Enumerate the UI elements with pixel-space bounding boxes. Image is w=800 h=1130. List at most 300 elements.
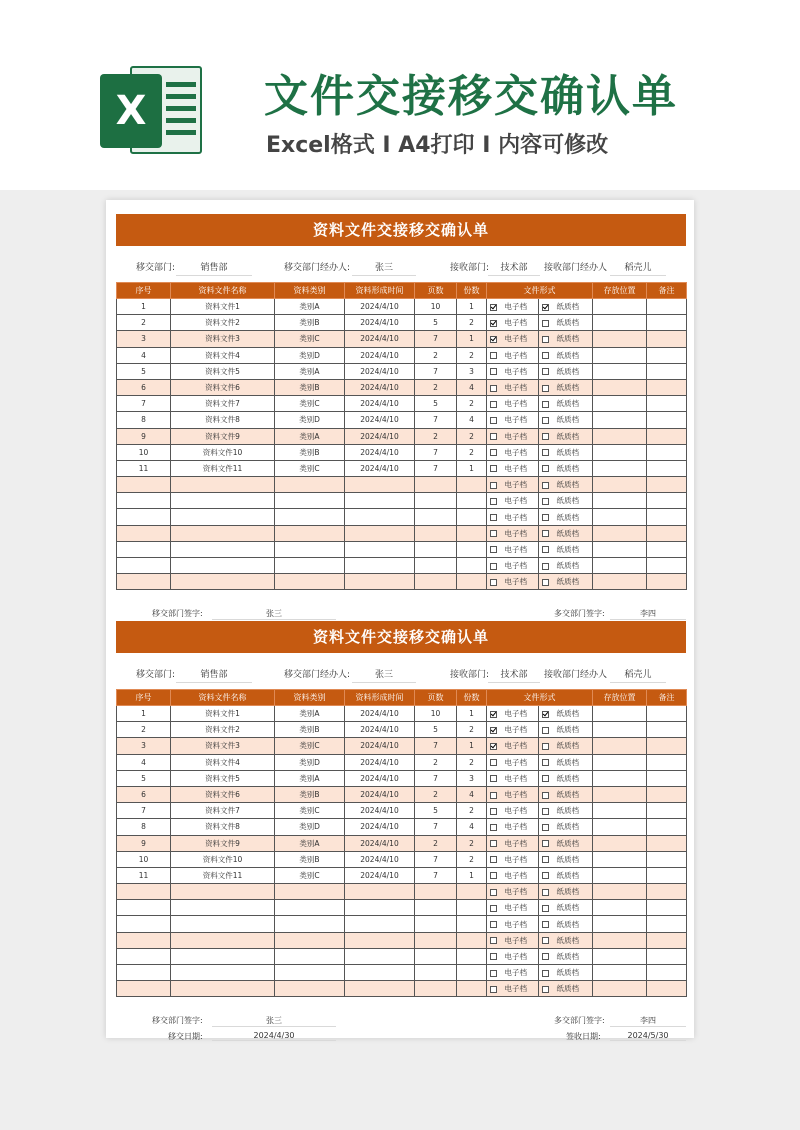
copies-cell[interactable]	[457, 509, 487, 525]
row-no[interactable]: 4	[117, 347, 171, 363]
paper-checkbox[interactable]	[542, 563, 549, 570]
remark-cell[interactable]	[647, 379, 687, 395]
storage-cell[interactable]	[593, 396, 647, 412]
paper-checkbox[interactable]	[542, 970, 549, 977]
file-name-cell[interactable]	[171, 541, 275, 557]
storage-cell[interactable]	[593, 770, 647, 786]
file-name-cell[interactable]	[171, 509, 275, 525]
electronic-checkbox[interactable]	[490, 775, 497, 782]
electronic-checkbox[interactable]	[490, 889, 497, 896]
copies-cell[interactable]	[457, 932, 487, 948]
row-no[interactable]	[117, 574, 171, 590]
electronic-checkbox[interactable]	[490, 417, 497, 424]
electronic-checkbox[interactable]	[490, 304, 497, 311]
file-name-cell[interactable]: 资料文件3	[171, 331, 275, 347]
category-cell[interactable]	[275, 932, 345, 948]
electronic-checkbox[interactable]	[490, 401, 497, 408]
date-cell[interactable]	[345, 916, 415, 932]
remark-cell[interactable]	[647, 460, 687, 476]
electronic-checkbox[interactable]	[490, 449, 497, 456]
category-cell[interactable]: 类别A	[275, 706, 345, 722]
remark-cell[interactable]	[647, 509, 687, 525]
date-cell[interactable]	[345, 477, 415, 493]
remark-cell[interactable]	[647, 525, 687, 541]
pages-cell[interactable]: 2	[415, 754, 457, 770]
date-cell[interactable]: 2024/4/10	[345, 819, 415, 835]
paper-checkbox[interactable]	[542, 905, 549, 912]
date-cell[interactable]: 2024/4/10	[345, 396, 415, 412]
storage-cell[interactable]	[593, 525, 647, 541]
copies-cell[interactable]	[457, 541, 487, 557]
storage-cell[interactable]	[593, 347, 647, 363]
to-handler-field[interactable]: 稻壳儿	[610, 260, 666, 276]
remark-cell[interactable]	[647, 722, 687, 738]
paper-checkbox[interactable]	[542, 872, 549, 879]
date-cell[interactable]: 2024/4/10	[345, 770, 415, 786]
category-cell[interactable]: 类别C	[275, 867, 345, 883]
remark-cell[interactable]	[647, 981, 687, 997]
pages-cell[interactable]	[415, 981, 457, 997]
to-sign-field[interactable]: 李四	[610, 1015, 686, 1027]
category-cell[interactable]: 类别D	[275, 819, 345, 835]
date-cell[interactable]: 2024/4/10	[345, 428, 415, 444]
from-sign-field[interactable]: 张三	[212, 1015, 336, 1027]
electronic-checkbox[interactable]	[490, 498, 497, 505]
copies-cell[interactable]: 2	[457, 347, 487, 363]
file-name-cell[interactable]: 资料文件4	[171, 347, 275, 363]
date-cell[interactable]	[345, 948, 415, 964]
row-no[interactable]	[117, 558, 171, 574]
remark-cell[interactable]	[647, 541, 687, 557]
file-name-cell[interactable]: 资料文件1	[171, 706, 275, 722]
pages-cell[interactable]: 2	[415, 786, 457, 802]
row-no[interactable]: 10	[117, 851, 171, 867]
file-name-cell[interactable]: 资料文件2	[171, 722, 275, 738]
row-no[interactable]: 10	[117, 444, 171, 460]
storage-cell[interactable]	[593, 493, 647, 509]
electronic-checkbox[interactable]	[490, 368, 497, 375]
storage-cell[interactable]	[593, 315, 647, 331]
category-cell[interactable]: 类别B	[275, 851, 345, 867]
copies-cell[interactable]: 2	[457, 315, 487, 331]
electronic-checkbox[interactable]	[490, 727, 497, 734]
file-name-cell[interactable]: 资料文件9	[171, 428, 275, 444]
date-cell[interactable]: 2024/4/10	[345, 754, 415, 770]
pages-cell[interactable]	[415, 541, 457, 557]
storage-cell[interactable]	[593, 965, 647, 981]
storage-cell[interactable]	[593, 835, 647, 851]
date-cell[interactable]: 2024/4/10	[345, 299, 415, 315]
pages-cell[interactable]	[415, 884, 457, 900]
date-cell[interactable]: 2024/4/10	[345, 851, 415, 867]
storage-cell[interactable]	[593, 722, 647, 738]
date-cell[interactable]: 2024/4/10	[345, 331, 415, 347]
electronic-checkbox[interactable]	[490, 465, 497, 472]
file-name-cell[interactable]: 资料文件2	[171, 315, 275, 331]
row-no[interactable]: 5	[117, 363, 171, 379]
pages-cell[interactable]	[415, 477, 457, 493]
date-cell[interactable]: 2024/4/10	[345, 460, 415, 476]
row-no[interactable]	[117, 965, 171, 981]
file-name-cell[interactable]	[171, 948, 275, 964]
row-no[interactable]: 6	[117, 379, 171, 395]
paper-checkbox[interactable]	[542, 482, 549, 489]
storage-cell[interactable]	[593, 331, 647, 347]
pages-cell[interactable]: 7	[415, 363, 457, 379]
category-cell[interactable]	[275, 574, 345, 590]
storage-cell[interactable]	[593, 900, 647, 916]
copies-cell[interactable]: 4	[457, 379, 487, 395]
category-cell[interactable]	[275, 916, 345, 932]
storage-cell[interactable]	[593, 884, 647, 900]
paper-checkbox[interactable]	[542, 320, 549, 327]
paper-checkbox[interactable]	[542, 743, 549, 750]
copies-cell[interactable]	[457, 493, 487, 509]
category-cell[interactable]	[275, 509, 345, 525]
electronic-checkbox[interactable]	[490, 792, 497, 799]
remark-cell[interactable]	[647, 819, 687, 835]
electronic-checkbox[interactable]	[490, 385, 497, 392]
paper-checkbox[interactable]	[542, 727, 549, 734]
paper-checkbox[interactable]	[542, 579, 549, 586]
remark-cell[interactable]	[647, 851, 687, 867]
storage-cell[interactable]	[593, 819, 647, 835]
file-name-cell[interactable]: 资料文件11	[171, 460, 275, 476]
pages-cell[interactable]	[415, 574, 457, 590]
category-cell[interactable]	[275, 965, 345, 981]
category-cell[interactable]: 类别B	[275, 786, 345, 802]
pages-cell[interactable]: 7	[415, 738, 457, 754]
electronic-checkbox[interactable]	[490, 530, 497, 537]
electronic-checkbox[interactable]	[490, 970, 497, 977]
file-name-cell[interactable]	[171, 981, 275, 997]
pages-cell[interactable]	[415, 900, 457, 916]
copies-cell[interactable]: 3	[457, 770, 487, 786]
paper-checkbox[interactable]	[542, 711, 549, 718]
pages-cell[interactable]	[415, 932, 457, 948]
storage-cell[interactable]	[593, 299, 647, 315]
pages-cell[interactable]: 2	[415, 835, 457, 851]
to-dept-field[interactable]: 技术部	[488, 260, 540, 276]
remark-cell[interactable]	[647, 803, 687, 819]
date-cell[interactable]	[345, 493, 415, 509]
row-no[interactable]	[117, 525, 171, 541]
file-name-cell[interactable]: 资料文件8	[171, 819, 275, 835]
category-cell[interactable]: 类别B	[275, 444, 345, 460]
storage-cell[interactable]	[593, 509, 647, 525]
category-cell[interactable]: 类别A	[275, 363, 345, 379]
pages-cell[interactable]: 5	[415, 803, 457, 819]
file-name-cell[interactable]: 资料文件7	[171, 803, 275, 819]
remark-cell[interactable]	[647, 965, 687, 981]
date-cell[interactable]	[345, 965, 415, 981]
copies-cell[interactable]	[457, 574, 487, 590]
date-cell[interactable]: 2024/4/10	[345, 412, 415, 428]
paper-checkbox[interactable]	[542, 759, 549, 766]
electronic-checkbox[interactable]	[490, 953, 497, 960]
storage-cell[interactable]	[593, 428, 647, 444]
electronic-checkbox[interactable]	[490, 320, 497, 327]
paper-checkbox[interactable]	[542, 921, 549, 928]
file-name-cell[interactable]: 资料文件10	[171, 851, 275, 867]
electronic-checkbox[interactable]	[490, 856, 497, 863]
paper-checkbox[interactable]	[542, 824, 549, 831]
pages-cell[interactable]: 5	[415, 722, 457, 738]
pages-cell[interactable]	[415, 509, 457, 525]
row-no[interactable]	[117, 981, 171, 997]
paper-checkbox[interactable]	[542, 465, 549, 472]
row-no[interactable]: 7	[117, 396, 171, 412]
from-handler-field[interactable]: 张三	[352, 667, 416, 683]
pages-cell[interactable]: 7	[415, 331, 457, 347]
pages-cell[interactable]: 7	[415, 851, 457, 867]
electronic-checkbox[interactable]	[490, 743, 497, 750]
paper-checkbox[interactable]	[542, 368, 549, 375]
remark-cell[interactable]	[647, 574, 687, 590]
to-sign-field[interactable]: 李四	[610, 608, 686, 620]
copies-cell[interactable]	[457, 558, 487, 574]
electronic-checkbox[interactable]	[490, 921, 497, 928]
row-no[interactable]	[117, 932, 171, 948]
file-name-cell[interactable]: 资料文件1	[171, 299, 275, 315]
paper-checkbox[interactable]	[542, 856, 549, 863]
file-name-cell[interactable]: 资料文件6	[171, 786, 275, 802]
remark-cell[interactable]	[647, 835, 687, 851]
electronic-checkbox[interactable]	[490, 563, 497, 570]
storage-cell[interactable]	[593, 477, 647, 493]
file-name-cell[interactable]	[171, 493, 275, 509]
row-no[interactable]: 11	[117, 867, 171, 883]
electronic-checkbox[interactable]	[490, 840, 497, 847]
copies-cell[interactable]: 2	[457, 803, 487, 819]
storage-cell[interactable]	[593, 363, 647, 379]
file-name-cell[interactable]: 资料文件5	[171, 770, 275, 786]
copies-cell[interactable]: 4	[457, 819, 487, 835]
file-name-cell[interactable]: 资料文件5	[171, 363, 275, 379]
pages-cell[interactable]: 7	[415, 444, 457, 460]
copies-cell[interactable]: 4	[457, 786, 487, 802]
from-dept-field[interactable]: 销售部	[176, 667, 252, 683]
storage-cell[interactable]	[593, 444, 647, 460]
pages-cell[interactable]: 7	[415, 819, 457, 835]
pages-cell[interactable]: 7	[415, 770, 457, 786]
storage-cell[interactable]	[593, 379, 647, 395]
paper-checkbox[interactable]	[542, 514, 549, 521]
date-cell[interactable]	[345, 900, 415, 916]
paper-checkbox[interactable]	[542, 953, 549, 960]
category-cell[interactable]	[275, 884, 345, 900]
date-cell[interactable]	[345, 981, 415, 997]
file-name-cell[interactable]	[171, 477, 275, 493]
row-no[interactable]: 6	[117, 786, 171, 802]
electronic-checkbox[interactable]	[490, 482, 497, 489]
copies-cell[interactable]: 3	[457, 363, 487, 379]
row-no[interactable]: 8	[117, 412, 171, 428]
date-cell[interactable]: 2024/4/10	[345, 706, 415, 722]
category-cell[interactable]: 类别C	[275, 331, 345, 347]
category-cell[interactable]	[275, 541, 345, 557]
storage-cell[interactable]	[593, 541, 647, 557]
row-no[interactable]	[117, 884, 171, 900]
category-cell[interactable]: 类别A	[275, 770, 345, 786]
to-dept-field[interactable]: 技术部	[488, 667, 540, 683]
file-name-cell[interactable]	[171, 525, 275, 541]
remark-cell[interactable]	[647, 916, 687, 932]
file-name-cell[interactable]: 资料文件8	[171, 412, 275, 428]
electronic-checkbox[interactable]	[490, 905, 497, 912]
category-cell[interactable]	[275, 981, 345, 997]
file-name-cell[interactable]	[171, 884, 275, 900]
date-cell[interactable]	[345, 509, 415, 525]
remark-cell[interactable]	[647, 347, 687, 363]
copies-cell[interactable]: 1	[457, 867, 487, 883]
category-cell[interactable]: 类别A	[275, 835, 345, 851]
row-no[interactable]: 2	[117, 315, 171, 331]
storage-cell[interactable]	[593, 786, 647, 802]
row-no[interactable]: 7	[117, 803, 171, 819]
paper-checkbox[interactable]	[542, 385, 549, 392]
copies-cell[interactable]	[457, 916, 487, 932]
copies-cell[interactable]: 2	[457, 428, 487, 444]
date-cell[interactable]: 2024/4/10	[345, 444, 415, 460]
row-no[interactable]: 1	[117, 706, 171, 722]
remark-cell[interactable]	[647, 428, 687, 444]
copies-cell[interactable]: 4	[457, 412, 487, 428]
electronic-checkbox[interactable]	[490, 937, 497, 944]
copies-cell[interactable]: 1	[457, 299, 487, 315]
date-cell[interactable]: 2024/4/10	[345, 867, 415, 883]
from-handler-field[interactable]: 张三	[352, 260, 416, 276]
remark-cell[interactable]	[647, 948, 687, 964]
copies-cell[interactable]: 2	[457, 754, 487, 770]
category-cell[interactable]: 类别A	[275, 428, 345, 444]
storage-cell[interactable]	[593, 867, 647, 883]
category-cell[interactable]: 类别D	[275, 347, 345, 363]
pages-cell[interactable]: 2	[415, 428, 457, 444]
copies-cell[interactable]	[457, 525, 487, 541]
to-date-field[interactable]: 2024/5/30	[610, 1031, 686, 1041]
date-cell[interactable]: 2024/4/10	[345, 738, 415, 754]
remark-cell[interactable]	[647, 315, 687, 331]
row-no[interactable]: 9	[117, 428, 171, 444]
copies-cell[interactable]: 2	[457, 835, 487, 851]
electronic-checkbox[interactable]	[490, 336, 497, 343]
paper-checkbox[interactable]	[542, 304, 549, 311]
category-cell[interactable]	[275, 525, 345, 541]
date-cell[interactable]	[345, 932, 415, 948]
row-no[interactable]	[117, 948, 171, 964]
storage-cell[interactable]	[593, 981, 647, 997]
paper-checkbox[interactable]	[542, 840, 549, 847]
storage-cell[interactable]	[593, 574, 647, 590]
row-no[interactable]: 1	[117, 299, 171, 315]
pages-cell[interactable]: 10	[415, 706, 457, 722]
copies-cell[interactable]	[457, 884, 487, 900]
date-cell[interactable]: 2024/4/10	[345, 803, 415, 819]
date-cell[interactable]: 2024/4/10	[345, 315, 415, 331]
remark-cell[interactable]	[647, 444, 687, 460]
storage-cell[interactable]	[593, 916, 647, 932]
category-cell[interactable]	[275, 948, 345, 964]
row-no[interactable]: 11	[117, 460, 171, 476]
pages-cell[interactable]	[415, 916, 457, 932]
electronic-checkbox[interactable]	[490, 872, 497, 879]
category-cell[interactable]: 类别D	[275, 412, 345, 428]
category-cell[interactable]	[275, 493, 345, 509]
category-cell[interactable]	[275, 477, 345, 493]
paper-checkbox[interactable]	[542, 530, 549, 537]
storage-cell[interactable]	[593, 558, 647, 574]
paper-checkbox[interactable]	[542, 808, 549, 815]
copies-cell[interactable]: 2	[457, 396, 487, 412]
paper-checkbox[interactable]	[542, 336, 549, 343]
category-cell[interactable]: 类别A	[275, 299, 345, 315]
file-name-cell[interactable]	[171, 916, 275, 932]
electronic-checkbox[interactable]	[490, 546, 497, 553]
date-cell[interactable]	[345, 574, 415, 590]
category-cell[interactable]: 类别C	[275, 738, 345, 754]
paper-checkbox[interactable]	[542, 889, 549, 896]
category-cell[interactable]: 类别B	[275, 315, 345, 331]
row-no[interactable]	[117, 493, 171, 509]
category-cell[interactable]: 类别C	[275, 803, 345, 819]
paper-checkbox[interactable]	[542, 498, 549, 505]
pages-cell[interactable]: 5	[415, 315, 457, 331]
pages-cell[interactable]	[415, 965, 457, 981]
file-name-cell[interactable]: 资料文件6	[171, 379, 275, 395]
copies-cell[interactable]: 1	[457, 460, 487, 476]
file-name-cell[interactable]: 资料文件4	[171, 754, 275, 770]
row-no[interactable]: 5	[117, 770, 171, 786]
date-cell[interactable]: 2024/4/10	[345, 379, 415, 395]
storage-cell[interactable]	[593, 738, 647, 754]
date-cell[interactable]	[345, 525, 415, 541]
paper-checkbox[interactable]	[542, 986, 549, 993]
row-no[interactable]	[117, 900, 171, 916]
row-no[interactable]	[117, 509, 171, 525]
file-name-cell[interactable]: 资料文件10	[171, 444, 275, 460]
electronic-checkbox[interactable]	[490, 352, 497, 359]
copies-cell[interactable]: 1	[457, 706, 487, 722]
paper-checkbox[interactable]	[542, 352, 549, 359]
date-cell[interactable]: 2024/4/10	[345, 786, 415, 802]
remark-cell[interactable]	[647, 754, 687, 770]
category-cell[interactable]: 类别C	[275, 460, 345, 476]
date-cell[interactable]	[345, 558, 415, 574]
remark-cell[interactable]	[647, 412, 687, 428]
paper-checkbox[interactable]	[542, 546, 549, 553]
category-cell[interactable]: 类别B	[275, 722, 345, 738]
electronic-checkbox[interactable]	[490, 759, 497, 766]
row-no[interactable]: 3	[117, 738, 171, 754]
remark-cell[interactable]	[647, 331, 687, 347]
remark-cell[interactable]	[647, 786, 687, 802]
electronic-checkbox[interactable]	[490, 986, 497, 993]
pages-cell[interactable]: 10	[415, 299, 457, 315]
copies-cell[interactable]: 2	[457, 722, 487, 738]
electronic-checkbox[interactable]	[490, 514, 497, 521]
pages-cell[interactable]	[415, 493, 457, 509]
row-no[interactable]: 2	[117, 722, 171, 738]
pages-cell[interactable]: 2	[415, 379, 457, 395]
category-cell[interactable]: 类别D	[275, 754, 345, 770]
date-cell[interactable]: 2024/4/10	[345, 347, 415, 363]
remark-cell[interactable]	[647, 900, 687, 916]
electronic-checkbox[interactable]	[490, 711, 497, 718]
category-cell[interactable]: 类别C	[275, 396, 345, 412]
remark-cell[interactable]	[647, 493, 687, 509]
category-cell[interactable]	[275, 900, 345, 916]
